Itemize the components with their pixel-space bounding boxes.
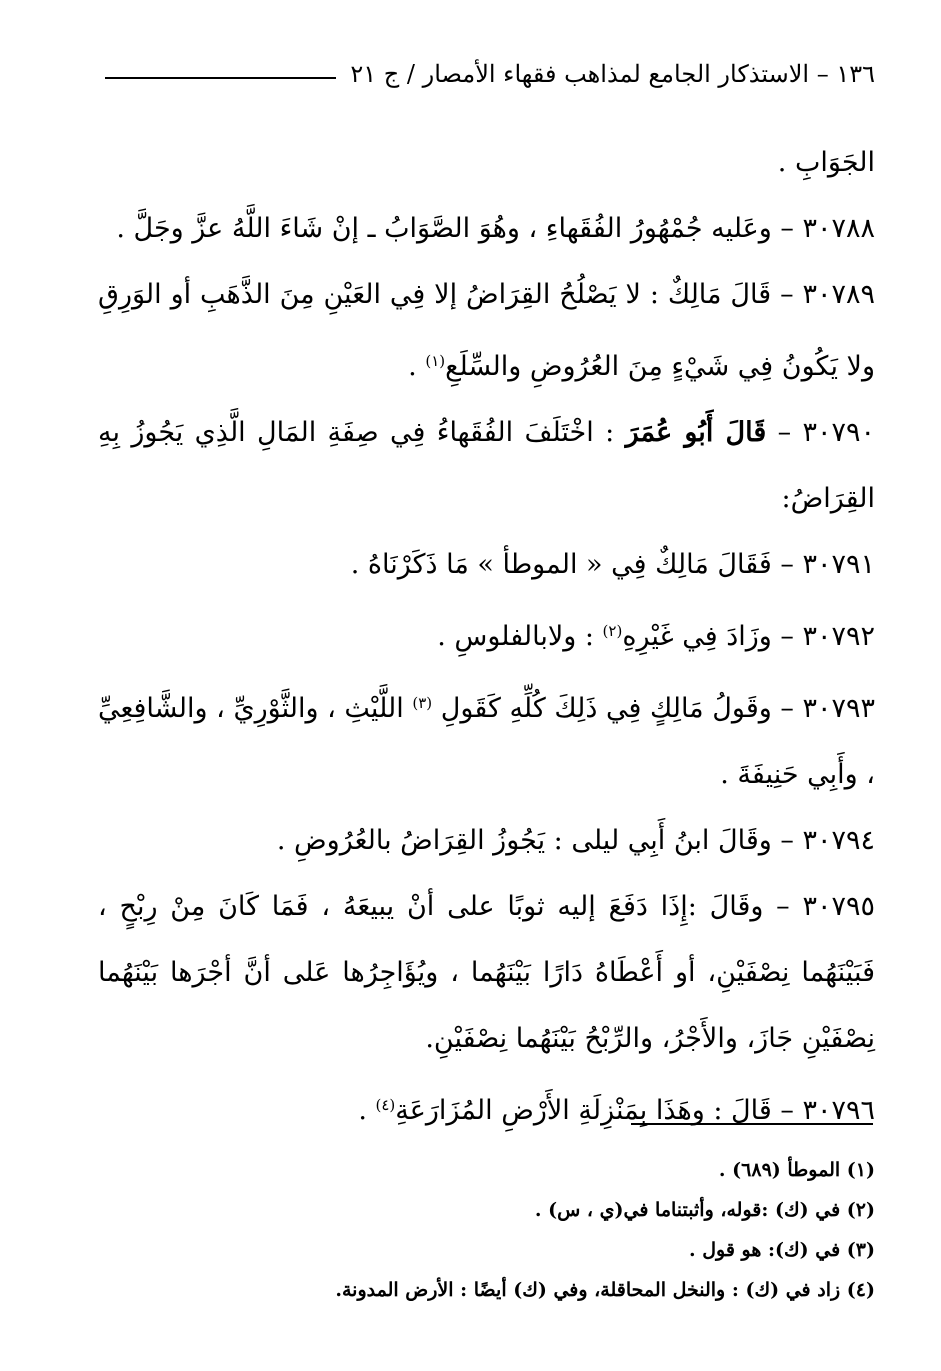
paragraph-text: : اخْتَلَفَ الفُقَهاءُ فِي صِفَةِ المَالِ الَّذِي يَجُوزُ بِهِ القِرَاضُ:	[98, 417, 875, 514]
paragraph-30789	[98, 262, 875, 400]
paragraph-text: ٣٠٧٩٦ – قَالَ : وهَذَا بِمَنْزِلَةِ الأَرْضِ المُزَارَعَةِ	[395, 1095, 875, 1126]
page-header	[105, 52, 875, 96]
paragraph-30791: ٣٠٧٩١ – فَقَالَ مَالِكٌ فِي « الموطأ » مَا ذَكَرْنَاهُ .	[350, 549, 875, 580]
footnote-rule	[631, 1123, 873, 1125]
paragraph-text: ٣٠٧٩٢ – وزَادَ فِي غَيْرِهِ	[622, 621, 875, 652]
paragraph-end: .	[408, 351, 426, 382]
paragraph-continuation: الجَوَابِ .	[777, 147, 875, 178]
running-head: ١٣٦ – الاستذكار الجامع لمذاهب فقهاء الأمصار / ج ٢١	[350, 60, 875, 88]
paragraph-30792	[98, 598, 875, 670]
paragraph-text: قَالَ مَالِكٌ : لا يَصْلُحُ القِرَاضُ إلا فِي العَيْنِ مِنَ الذَّهَبِ أو الوَرِقِ ولا يَكُونُ فِي شَيْءٍ مِنَ العُرُوضِ والسِّلَعِ	[98, 279, 875, 382]
footnote-2: (٢) في (ك) :قوله، وأثبتناما في(ي ، س) .	[534, 1199, 875, 1221]
paragraph-30788: ٣٠٧٨٨ – وعَليه جُمْهُورُ الفُقَهاءِ ، وهُوَ الصَّوَابُ ـ إنْ شَاءَ اللَّهُ عزَّ وجَلَّ .	[116, 213, 875, 244]
header-rule	[105, 77, 336, 79]
paragraph-30793	[98, 670, 875, 808]
paragraph-text: ٣٠٧٩٣ – وقَولُ مَالِكٍ فِي ذَلِكَ كُلِّهِ كَقَولِ	[432, 693, 876, 724]
footnote-ref: (٣)	[412, 694, 433, 712]
paragraph-end: .	[358, 1095, 376, 1126]
paragraph-30790	[98, 400, 875, 532]
footnotes	[98, 1150, 875, 1310]
footnote-ref: (٤)	[375, 1096, 396, 1114]
paragraph-30794: ٣٠٧٩٤ – وقَالَ ابنُ أَبِي ليلى : يَجُوزُ القِرَاضُ بالعُرُوضِ .	[276, 825, 875, 856]
paragraph-number: ٣٠٧٨٩ –	[780, 279, 875, 310]
paragraph-number: ٣٠٧٩٠ –	[777, 417, 875, 448]
paragraph-end: : ولابالفلوسِ .	[437, 621, 603, 652]
footnote-ref: (٢)	[602, 622, 623, 640]
footnote-4: (٤) زاد في (ك) : والنخل المحاقلة، وفي (ك) أيضًا : الأرض المدونة.	[335, 1279, 875, 1301]
footnote-1: (١) الموطأ (٦٨٩) .	[718, 1159, 875, 1181]
footnote-ref: (١)	[425, 352, 446, 370]
footnote-3: (٣) في (ك): هو قول .	[688, 1239, 875, 1261]
paragraph-30795: ٣٠٧٩٥ – وقَالَ :إِذَا دَفَعَ إليه ثوبًا على أنْ يبيعَهُ ، فَمَا كَانَ مِنْ رِبْحٍ ، فَبَيْنَهُما نِصْفَيْنِ، أو أَعْطَاهُ دَارًا بَيْنَهُما ، ويُؤَاجِرُها عَلى أنَّ أجْرَها بَيْنَهُما نِصْفَيْنِ جَازَ، والأَجْرُ، والرِّبْحُ بَيْنَهُما نِصْفَيْنِ.	[98, 891, 875, 1054]
paragraph-30796	[98, 1072, 875, 1144]
paragraph-end: اللَّيْثِ ، والثَّوْرِيِّ ، والشَّافِعِيِّ ، وأَبِي حَنِيفَةَ .	[98, 693, 875, 790]
speaker-name: قَالَ أَبُو عُمَرَ	[625, 417, 767, 448]
main-text	[98, 130, 875, 1144]
